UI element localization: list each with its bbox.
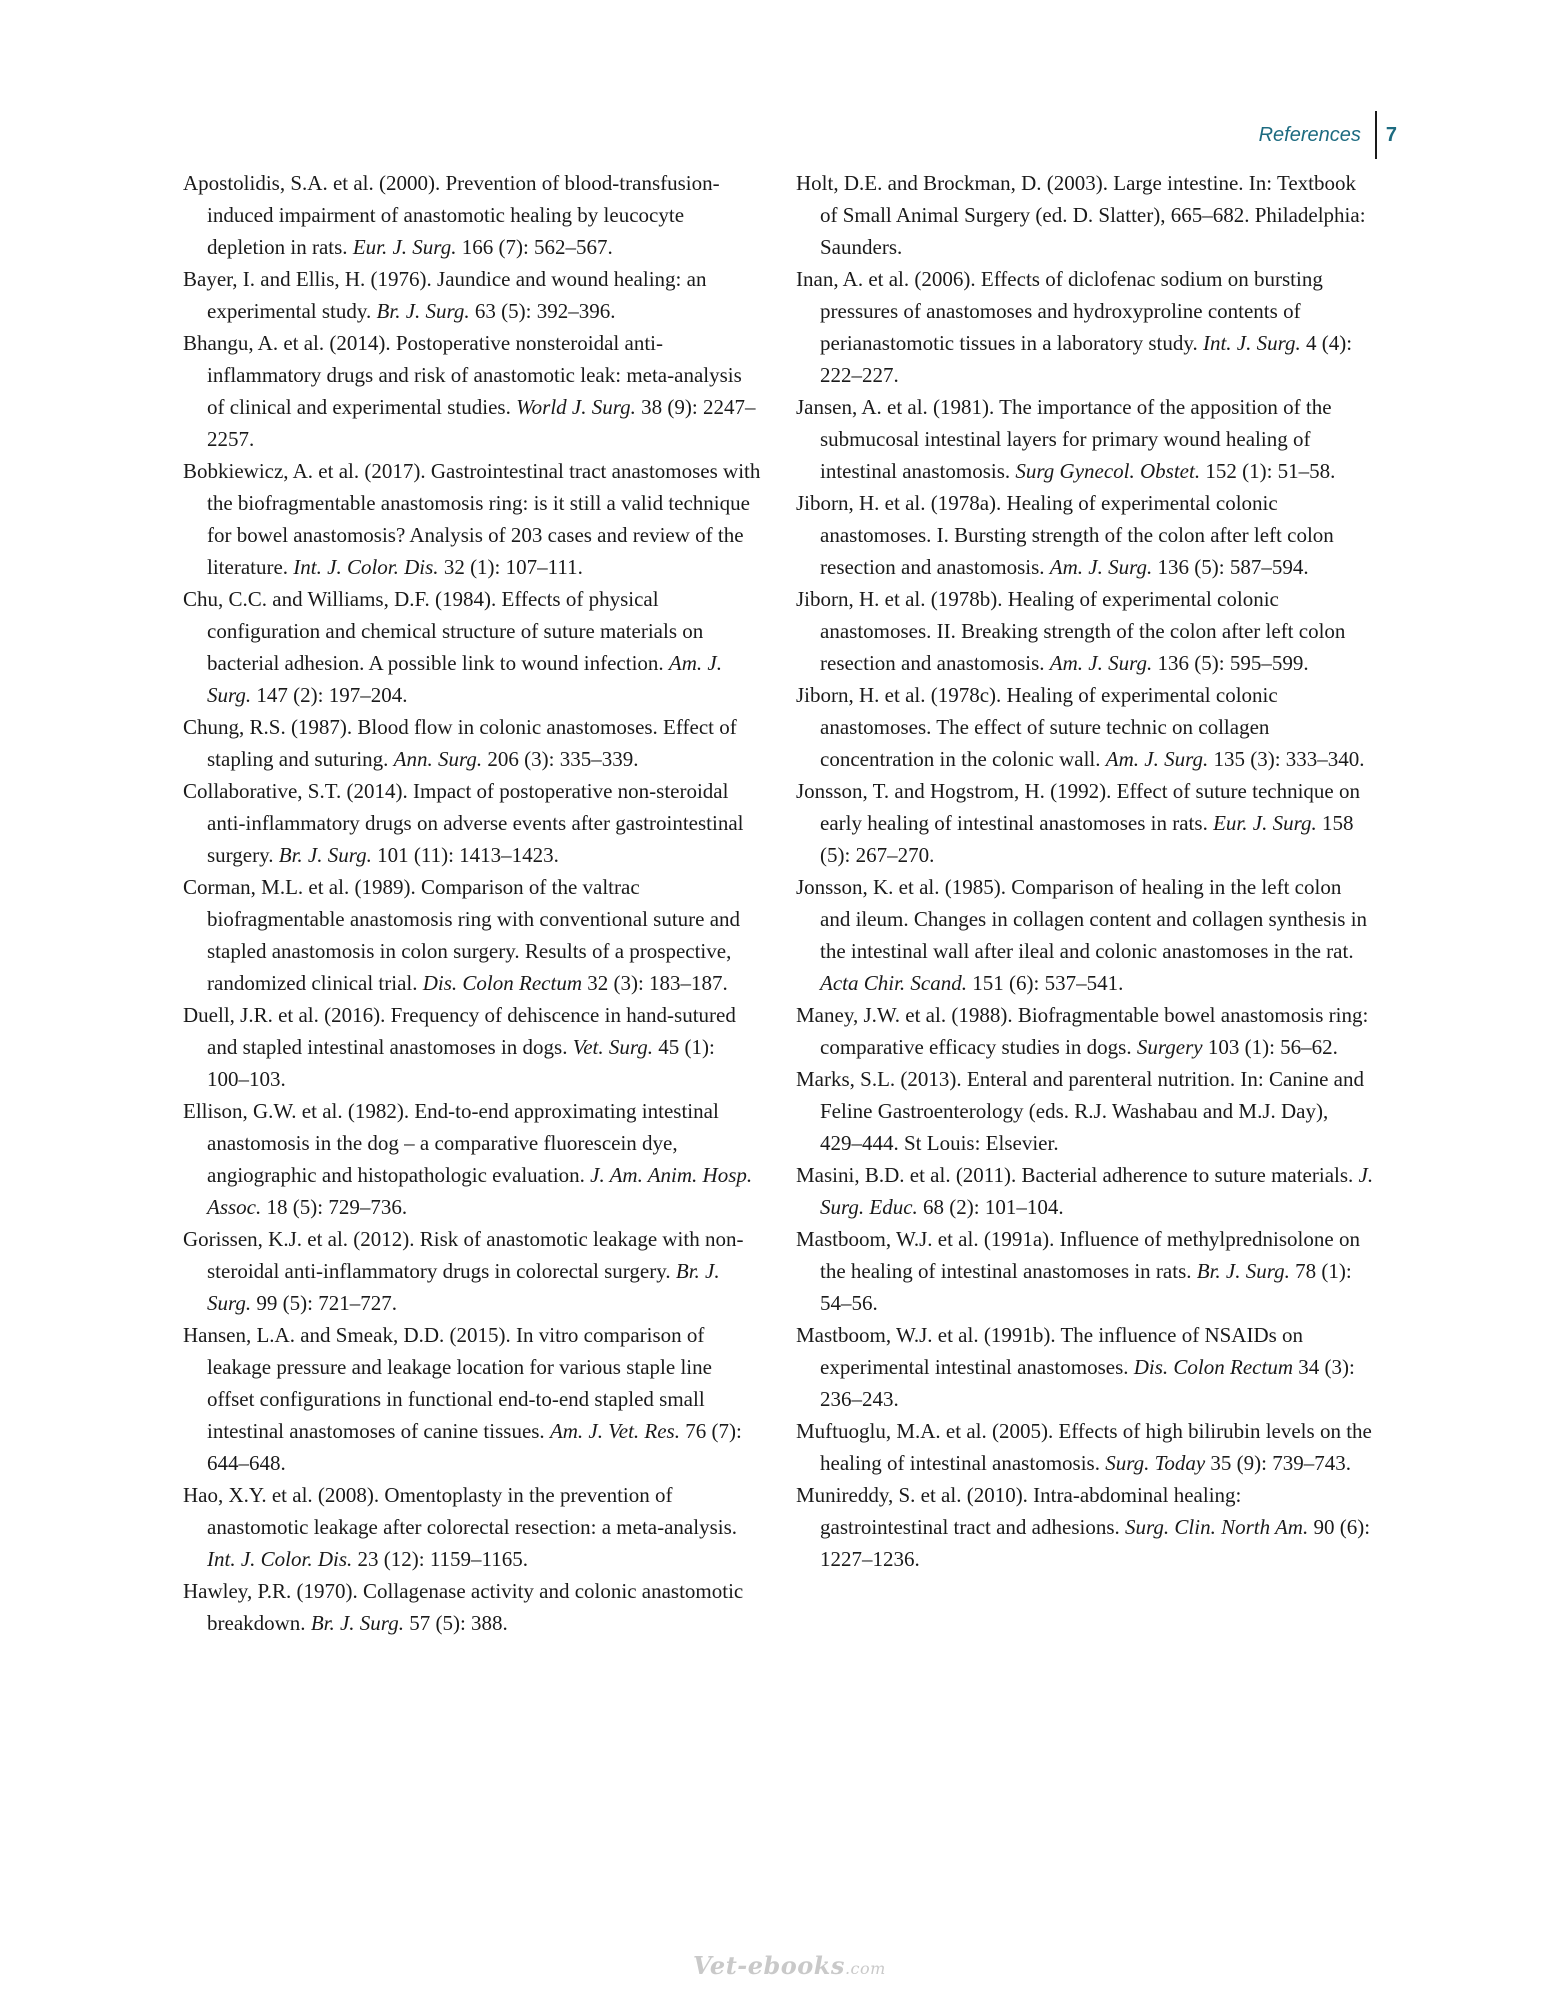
reference-journal: Br. J. Surg.	[207, 1259, 720, 1315]
reference-journal: Dis. Colon Rectum	[1133, 1355, 1293, 1379]
reference-journal: Br. J. Surg.	[278, 843, 372, 867]
reference-citation: 206 (3): 335–339.	[482, 747, 639, 771]
reference-citation: 166 (7): 562–567.	[456, 235, 613, 259]
reference-text: Chung, R.S. (1987). Blood flow in colonic anastomoses. Effect of stapling and suturing.	[183, 715, 737, 771]
reference-text: Ellison, G.W. et al. (1982). End-to-end approximating intestinal anastomosis in the dog – a comparative fluorescein dye, angiographic and histopathologic evaluation.	[183, 1099, 719, 1187]
page-number: 7	[1385, 123, 1397, 146]
reference-entry	[183, 775, 761, 871]
reference-citation: 76 (7): 644–648.	[207, 1419, 742, 1475]
watermark-logo	[693, 1951, 886, 1980]
reference-entry	[183, 1095, 761, 1223]
reference-text: Jonsson, K. et al. (1985). Comparison of healing in the left colon and ileum. Changes in collagen content and collagen synthesis in the intestinal wall after ileal and colonic anastomoses in the rat.	[796, 875, 1368, 963]
watermark-suffix: .com	[844, 1959, 886, 1978]
reference-journal: Surg. Today	[1105, 1451, 1206, 1475]
reference-entry	[183, 583, 761, 711]
reference-entry	[183, 167, 761, 263]
reference-journal: Eur. J. Surg.	[1213, 811, 1317, 835]
reference-entry	[796, 1479, 1374, 1575]
reference-entry	[796, 1319, 1374, 1415]
reference-citation: 32 (3): 183–187.	[581, 971, 728, 995]
reference-text: Hawley, P.R. (1970). Collagenase activity and colonic anastomotic breakdown.	[183, 1579, 744, 1635]
reference-text: Corman, M.L. et al. (1989). Comparison of the valtrac biofragmentable anastomosis ring with conventional suture and stapled anastomosis in colon surgery. Results of a prospective, randomized clinical trial.	[183, 875, 741, 995]
reference-citation: 101 (11): 1413–1423.	[371, 843, 559, 867]
reference-journal: Am. J. Vet. Res.	[549, 1419, 680, 1443]
reference-entry	[796, 1223, 1374, 1319]
reference-entry	[183, 455, 761, 583]
reference-journal: Surg Gynecol. Obstet.	[1015, 459, 1201, 483]
reference-entry	[183, 263, 761, 327]
reference-text: Jonsson, T. and Hogstrom, H. (1992). Effect of suture technique on early healing of intestinal anastomoses in rats.	[796, 779, 1360, 835]
reference-citation: 18 (5): 729–736.	[261, 1195, 408, 1219]
reference-entry	[796, 679, 1374, 775]
reference-citation: 68 (2): 101–104.	[917, 1195, 1064, 1219]
reference-journal: Int. J. Color. Dis.	[293, 555, 439, 579]
reference-journal: Eur. J. Surg.	[352, 235, 457, 259]
reference-text: Jiborn, H. et al. (1978b). Healing of experimental colonic anastomoses. II. Breaking strength of the colon after left colon resection and anastomosis.	[796, 587, 1346, 675]
reference-text: Apostolidis, S.A. et al. (2000). Prevention of blood-transfusion-induced impairment of anastomotic healing by leucocyte depletion in rats.	[183, 171, 720, 259]
reference-text: Hao, X.Y. et al. (2008). Omentoplasty in the prevention of anastomotic leakage after colorectal resection: a meta-analysis.	[183, 1483, 737, 1539]
reference-entry	[183, 1223, 761, 1319]
running-head	[1259, 110, 1397, 160]
reference-citation: 136 (5): 587–594.	[1152, 555, 1309, 579]
reference-text: Hansen, L.A. and Smeak, D.D. (2015). In vitro comparison of leakage pressure and leakage location for various staple line offset configurations in functional end-to-end stapled small intestinal anastomoses of canine tissues.	[183, 1323, 712, 1443]
reference-entry	[183, 1319, 761, 1479]
reference-citation: 23 (12): 1159–1165.	[352, 1547, 529, 1571]
reference-journal: Am. J. Surg.	[1049, 555, 1153, 579]
reference-text: Jansen, A. et al. (1981). The importance of the apposition of the submucosal intestinal layers for primary wound healing of intestinal anastomosis.	[796, 395, 1332, 483]
reference-citation: 35 (9): 739–743.	[1205, 1451, 1351, 1475]
reference-text: Maney, J.W. et al. (1988). Biofragmentable bowel anastomosis ring: comparative efficacy studies in dogs.	[796, 1003, 1369, 1059]
reference-citation: 38 (9): 2247–2257.	[207, 395, 756, 451]
reference-text: Holt, D.E. and Brockman, D. (2003). Large intestine. In: Textbook of Small Animal Surgery (ed. D. Slatter), 665–682. Philadelphia: Saunders.	[796, 171, 1366, 259]
reference-journal: Vet. Surg.	[572, 1035, 654, 1059]
reference-text: Bayer, I. and Ellis, H. (1976). Jaundice and wound healing: an experimental study.	[183, 267, 707, 323]
reference-entry	[183, 327, 761, 455]
reference-citation: 63 (5): 392–396.	[469, 299, 616, 323]
reference-journal: Am. J. Surg.	[1049, 651, 1153, 675]
reference-entry	[183, 871, 761, 999]
reference-entry	[796, 583, 1374, 679]
reference-text: Inan, A. et al. (2006). Effects of diclofenac sodium on bursting pressures of anastomoses and hydroxyproline contents of perianastomotic tissues in a laboratory study.	[796, 267, 1323, 355]
reference-text: Jiborn, H. et al. (1978a). Healing of experimental colonic anastomoses. I. Bursting strength of the colon after left colon resection and anastomosis.	[796, 491, 1334, 579]
reference-citation: 57 (5): 388.	[403, 1611, 508, 1635]
reference-entry	[183, 1479, 761, 1575]
reference-entry	[796, 391, 1374, 487]
reference-journal: World J. Surg.	[516, 395, 636, 419]
reference-journal: Int. J. Color. Dis.	[207, 1547, 353, 1571]
reference-text: Masini, B.D. et al. (2011). Bacterial adherence to suture materials.	[796, 1163, 1359, 1187]
reference-citation: 136 (5): 595–599.	[1152, 651, 1309, 675]
reference-entry	[796, 1063, 1374, 1159]
reference-text: Mastboom, W.J. et al. (1991b). The influence of NSAIDs on experimental intestinal anastomoses.	[796, 1323, 1304, 1379]
reference-journal: Int. J. Surg.	[1202, 331, 1301, 355]
reference-citation: 151 (6): 537–541.	[967, 971, 1124, 995]
reference-entry	[796, 487, 1374, 583]
reference-citation: 135 (3): 333–340.	[1208, 747, 1365, 771]
reference-entry	[796, 775, 1374, 871]
reference-journal: Am. J. Surg.	[1105, 747, 1209, 771]
reference-journal: Br. J. Surg.	[310, 1611, 404, 1635]
reference-text: Bhangu, A. et al. (2014). Postoperative nonsteroidal anti-inflammatory drugs and risk of anastomotic leak: meta-analysis of clinical and experimental studies.	[183, 331, 742, 419]
reference-journal: Dis. Colon Rectum	[422, 971, 582, 995]
reference-entry	[183, 711, 761, 775]
reference-citation: 4 (4): 222–227.	[820, 331, 1353, 387]
reference-citation: 45 (1): 100–103.	[207, 1035, 715, 1091]
reference-citation: 99 (5): 721–727.	[251, 1291, 397, 1315]
reference-text: Bobkiewicz, A. et al. (2017). Gastrointestinal tract anastomoses with the biofragmentable anastomosis ring: is it still a valid technique for bowel anastomosis? Analysis of 203 cases and review of the literature.	[183, 459, 761, 579]
reference-text: Mastboom, W.J. et al. (1991a). Influence of methylprednisolone on the healing of intestinal anastomoses in rats.	[796, 1227, 1360, 1283]
reference-citation: 152 (1): 51–58.	[1200, 459, 1336, 483]
reference-text: Munireddy, S. et al. (2010). Intra-abdominal healing: gastrointestinal tract and adhesions.	[796, 1483, 1242, 1539]
reference-citation: 90 (6): 1227–1236.	[820, 1515, 1371, 1571]
reference-citation: 147 (2): 197–204.	[251, 683, 408, 707]
reference-journal: J. Surg. Educ.	[820, 1163, 1374, 1219]
reference-list-right	[796, 167, 1374, 1575]
reference-text: Duell, J.R. et al. (2016). Frequency of dehiscence in hand-sutured and stapled intestinal anastomoses in dogs.	[183, 1003, 736, 1059]
reference-journal: Am. J. Surg.	[207, 651, 722, 707]
reference-entry	[796, 1159, 1374, 1223]
reference-journal: J. Am. Anim. Hosp. Assoc.	[207, 1163, 753, 1219]
reference-journal: Ann. Surg.	[393, 747, 483, 771]
reference-journal: Acta Chir. Scand.	[820, 971, 967, 995]
reference-entry	[796, 263, 1374, 391]
reference-journal: Surgery	[1136, 1035, 1203, 1059]
reference-citation: 103 (1): 56–62.	[1202, 1035, 1338, 1059]
reference-journal: Surg. Clin. North Am.	[1125, 1515, 1309, 1539]
reference-journal: Br. J. Surg.	[376, 299, 470, 323]
reference-citation: 34 (3): 236–243.	[820, 1355, 1355, 1411]
reference-text: Jiborn, H. et al. (1978c). Healing of experimental colonic anastomoses. The effect of suture technic on collagen concentration in the colonic wall.	[796, 683, 1278, 771]
reference-text: Gorissen, K.J. et al. (2012). Risk of anastomotic leakage with non-steroidal anti-inflammatory drugs in colorectal surgery.	[183, 1227, 744, 1283]
reference-citation: 32 (1): 107–111.	[438, 555, 583, 579]
reference-journal: Br. J. Surg.	[1196, 1259, 1290, 1283]
reference-entry	[796, 871, 1374, 999]
reference-entry	[183, 1575, 761, 1639]
reference-text: Muftuoglu, M.A. et al. (2005). Effects of high bilirubin levels on the healing of intestinal anastomosis.	[796, 1419, 1372, 1475]
reference-entry	[796, 167, 1374, 263]
reference-list-left	[183, 167, 761, 1639]
reference-entry	[796, 999, 1374, 1063]
running-head-section: References	[1258, 123, 1361, 146]
reference-text: Marks, S.L. (2013). Enteral and parenteral nutrition. In: Canine and Feline Gastroenterology (eds. R.J. Washabau and M.J. Day), 429–444. St Louis: Elsevier.	[796, 1067, 1365, 1155]
reference-citation: 78 (1): 54–56.	[820, 1259, 1352, 1315]
reference-text: Chu, C.C. and Williams, D.F. (1984). Effects of physical configuration and chemical structure of suture materials on bacterial adhesion. A possible link to wound infection.	[183, 587, 704, 675]
reference-text: Collaborative, S.T. (2014). Impact of postoperative non-steroidal anti-inflammatory drugs on adverse events after gastrointestinal surgery.	[183, 779, 744, 867]
watermark-main: Vet-ebooks	[693, 1951, 845, 1980]
reference-entry	[796, 1415, 1374, 1479]
reference-entry	[183, 999, 761, 1095]
reference-citation: 158 (5): 267–270.	[820, 811, 1354, 867]
